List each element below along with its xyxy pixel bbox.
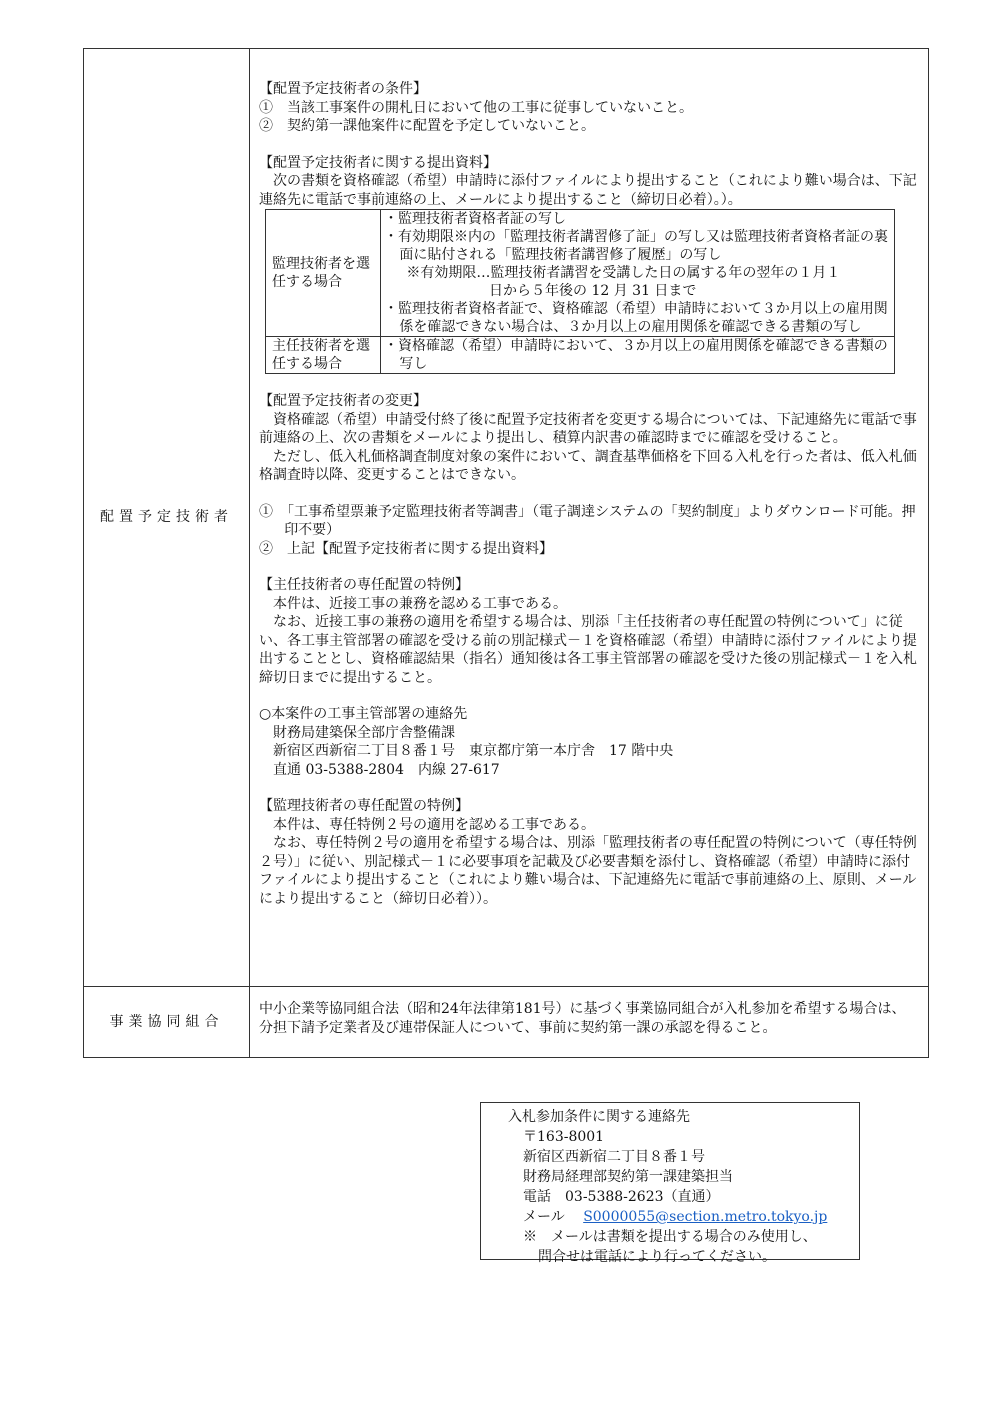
condition-item: ① 当該工事案件の開札日において他の工事に従事していないこと。 — [259, 99, 693, 116]
dept-heading: ○本案件の工事主管部署の連絡先 — [259, 706, 468, 722]
sup-special-heading: 【監理技術者の専任配置の特例】 — [259, 798, 469, 814]
change-heading: 【配置予定技術者の変更】 — [259, 393, 427, 409]
union-row — [84, 987, 929, 1058]
chief-label: 主任技術者を選任する場合 — [266, 337, 381, 374]
docs-heading: 【配置予定技術者に関する提出資料】 — [259, 154, 497, 171]
union-content — [250, 987, 929, 1058]
change-paragraph: ただし、低入札価格調査制度対象の案件において、調査基準価格を下回る入札を行った者は、低入札価格調査時以降、変更することはできない。 — [259, 448, 917, 483]
docs-row-chief — [266, 337, 895, 374]
conditions-heading: 【配置予定技術者の条件】 — [259, 81, 427, 97]
change-item: ② 上記【配置予定技術者に関する提出資料】 — [259, 540, 553, 557]
conditions-table — [83, 48, 929, 1058]
supervisor-item: ・監理技術者資格者証の写し — [384, 211, 566, 227]
sup-special-paragraph: なお、専任特例２号の適用を希望する場合は、別添「監理技術者の専任配置の特例について（専任特例２号）」に従い、別記様式－１に必要事項を記載及び必要書類を添付し、資格確認（希望）申請時に添付ファイルにより提出すること（これにより難い場合は、下記連絡先に電話で事前連絡の上、原則、メールにより提出すること（締切日必着））。 — [259, 835, 917, 907]
contact-mail-link[interactable]: S0000055@section.metro.tokyo.jp — [583, 1209, 828, 1225]
contact-box — [480, 1102, 860, 1265]
dept-line: 新宿区西新宿二丁目８番１号 東京都庁第一本庁舎 17 階中央 — [273, 743, 674, 759]
sup-special-paragraph: 本件は、専任特例２号の適用を認める工事である。 — [273, 816, 595, 833]
dept-line: 財務局建築保全部庁舎整備課 — [273, 724, 455, 741]
contact-mail-line — [508, 1207, 859, 1227]
validity-note-cont: 日から５年後の 12 月 31 日まで — [489, 283, 697, 299]
dept-line: 直通 03-5388-2804 内線 27-617 — [273, 761, 500, 778]
chief-items — [381, 337, 895, 374]
docs-table — [265, 209, 895, 374]
chief-special-heading: 【主任技術者の専任配置の特例】 — [259, 577, 469, 593]
chief-special-paragraph: 本件は、近接工事の兼務を認める工事である。 — [273, 595, 567, 612]
change-paragraph: 資格確認（希望）申請受付終了後に配置予定技術者を変更する場合については、下記連絡先に電話で事前連絡の上、次の書類をメールにより提出し、積算内訳書の確認時までに確認を受けること。 — [259, 411, 917, 446]
contact-note-cont: 問合せは電話により行ってください。 — [538, 1249, 776, 1265]
supervisor-label: 監理技術者を選任する場合 — [266, 210, 381, 337]
supervisor-item: ・監理技術者資格者証で、資格確認（希望）申請時において３か月以上の雇用関係を確認できない場合は、３か月以上の雇用関係を確認できる書類の写し — [384, 301, 888, 335]
chief-special-paragraph: なお、近接工事の兼務の適用を希望する場合は、別添「主任技術者の専任配置の特例について」に従い、各工事主管部署の確認を受ける前の別記様式－１を資格確認（希望）申請時に添付ファイルにより提出することとし、資格確認結果（指名）通知後は各工事主管部署の確認を受けた後の別記様式－１を入札締切日までに提出すること。 — [259, 614, 917, 686]
union-text: 中小企業等協同組合法（昭和24年法律第181号）に基づく事業協同組合が入札参加を希望する場合は、分担下請予定業者及び連帯保証人について、事前に契約第一課の承認を得ること。 — [259, 1001, 906, 1036]
supervisor-item: ・有効期限※内の「監理技術者講習修了証」の写し又は監理技術者資格者証の裏面に貼付される「監理技術者講習修了履歴」の写し — [384, 229, 888, 263]
contact-phone: 電話 03-5388-2623（直通） — [523, 1189, 720, 1205]
docs-intro: 次の書類を資格確認（希望）申請時に添付ファイルにより提出すること（これにより難い場合は、下記連絡先に電話で事前連絡の上、メールにより提出すること（締切日必着）。）。 — [259, 173, 917, 208]
union-label: 事業協同組合 — [84, 987, 250, 1058]
contact-title: 入札参加条件に関する連絡先 — [508, 1109, 690, 1125]
contact-dept: 財務局経理部契約第一課建築担当 — [523, 1169, 733, 1185]
change-item: ① 「工事希望票兼予定監理技術者等調書」（電子調達システムの「契約制度」よりダウンロード可能。押印不要） — [259, 503, 916, 538]
contact-postal: 〒163-8001 — [523, 1129, 605, 1145]
engineer-row — [84, 49, 929, 987]
validity-note: ※有効期限…監理技術者講習を受講した日の属する年の翌年の１月１ — [406, 265, 841, 281]
engineer-content — [250, 49, 929, 987]
condition-item: ② 契約第一課他案件に配置を予定していないこと。 — [259, 118, 595, 134]
chief-item: ・資格確認（希望）申請時において、３か月以上の雇用関係を確認できる書類の写し — [384, 338, 888, 372]
contact-address: 新宿区西新宿二丁目８番１号 — [523, 1149, 705, 1165]
contact-note: ※ メールは書類を提出する場合のみ使用し、 — [523, 1229, 817, 1245]
contact-mail-label: メール — [523, 1209, 579, 1225]
supervisor-items — [381, 210, 895, 337]
docs-row-supervisor — [266, 210, 895, 337]
engineer-label: 配置予定技術者 — [84, 49, 250, 987]
